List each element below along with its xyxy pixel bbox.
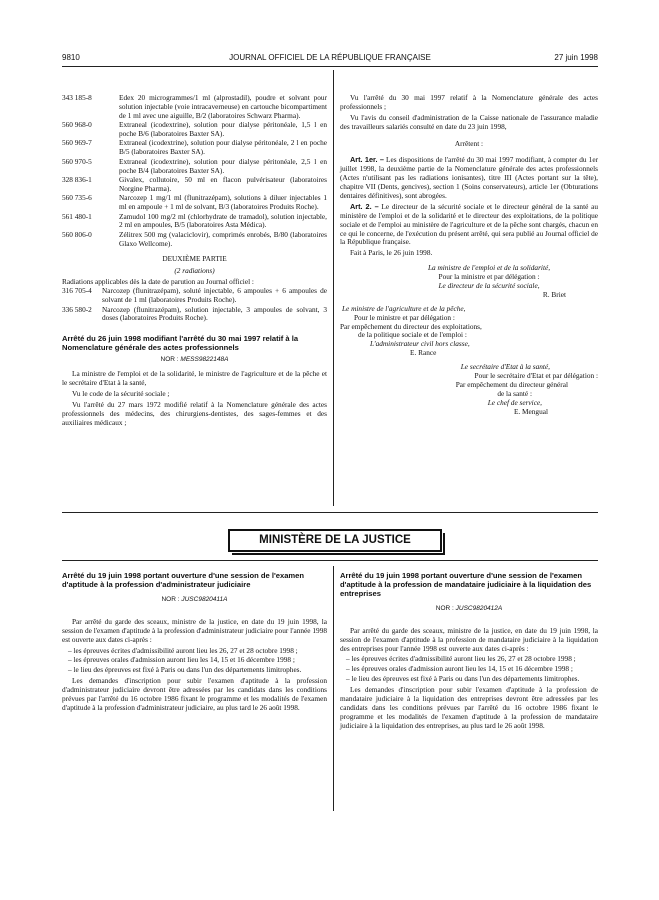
article-2-label: Art. 2. – (350, 201, 379, 211)
left-top-column (62, 94, 327, 430)
item-text: Givalex, collutoire, 50 ml en flacon pulvérisateur (laboratoires Norgine Pharma). (119, 175, 327, 193)
article-1 (340, 156, 598, 200)
paragraph: Par arrêté du garde des sceaux, ministre de la justice, en date du 19 juin 1998, la session de l'examen d'aptitude à la profession d'administrateur judiciaire pour l'année 1998 est ouverte aux dates ci-après : (62, 616, 327, 644)
signature-block-1 (340, 264, 598, 300)
radiations-list (62, 287, 327, 323)
item-code: 316 705-4 (62, 286, 92, 296)
list-item: – les épreuves écrites d'admissibilité auront lieu les 26, 27 et 28 octobre 1998 ; (340, 655, 598, 664)
ministry-banner: MINISTÈRE DE LA JUSTICE (228, 529, 442, 552)
journal-title: JOURNAL OFFICIEL DE LA RÉPUBLIQUE FRANÇAISE (229, 53, 431, 62)
sig-name: R. Briet (542, 289, 566, 299)
section-rule-bottom (62, 560, 598, 561)
nor-label: NOR : (435, 604, 454, 612)
part-subtitle: (2 radiations) (174, 265, 215, 275)
list-item: – les épreuves écrites d'admissibilité auront lieu les 26, 27 et 28 octobre 1998 ; (62, 647, 327, 656)
sig-name: E. Mengual (513, 406, 548, 416)
paragraph: Vu l'arrêté du 27 mars 1972 modifié relatif à la Nomenclature générale des actes professionnels des médecins, des chirurgiens-dentistes, des sages-femmes et des auxiliaires médicaux ; (62, 399, 327, 427)
medication-list (62, 94, 327, 249)
arrete-title: Arrêté du 19 juin 1998 portant ouverture d'une session de l'examen d'aptitude à la profession d'administrateur judiciaire (62, 571, 305, 589)
signature-block-3 (340, 363, 598, 416)
section-rule-top (62, 512, 598, 513)
arrete-title: Arrêté du 19 juin 1998 portant ouverture d'une session de l'examen d'aptitude à la profession de mandataire judiciaire à la liquidation des entreprises (340, 571, 592, 598)
list-item (62, 231, 327, 249)
nor-reference (340, 605, 598, 613)
nor-reference (62, 356, 327, 364)
nor-value: JUSC9820412A (455, 604, 503, 612)
list-item: – le lieu des épreuves est fixé à Paris ou dans l'un des départements limitrophes. (62, 666, 327, 675)
article-1-text: Les dispositions de l'arrêté du 30 mai 1997 modifiant, à compter du 1er juillet 1998, la deuxième partie de la Nomenclature générale des actes professionnels (Actes n'utilisant pas les radiations ionisantes), titre III (Actes portant sur la tête), chapitre VII (Dents, gencives), section 1 (Soins conservateurs), article 1er (Obturations dentaires définitives), sont abrogées. (340, 155, 598, 201)
item-text: Narcozep (flunitrazépam), soluté injectable, 6 ampoules + 6 ampoules de solvant de 1 ml (laboratoires Produits Roche). (102, 286, 327, 305)
paragraph: Vu l'avis du conseil d'administration de la Caisse nationale de l'assurance maladie des travailleurs salariés consulté en date du 23 juin 1998, (340, 112, 598, 131)
column-divider-top (333, 70, 334, 506)
page-number: 9810 (62, 53, 80, 62)
list-item (62, 194, 327, 212)
page-header (62, 53, 598, 64)
list-item (62, 158, 327, 176)
nor-label: NOR : (160, 356, 179, 364)
item-text: Edex 20 microgrammes/1 ml (alprostadil), poudre et solvant pour solution injectable (voie intracaverneuse) en cartouche bicompartiment de 1 ml avec une aiguille, B/2 (laboratoires Schwarz Pharma). (119, 93, 327, 120)
fait-line: Fait à Paris, le 26 juin 1998. (350, 248, 433, 258)
sig-line: L'administrateur civil hors classe, (370, 339, 470, 349)
list-item (62, 121, 327, 139)
sig-line: Le chef de service, (487, 397, 542, 407)
nor-value: MESS9822148A (180, 356, 229, 364)
nor-label: NOR : (161, 595, 180, 603)
signature-block-2 (340, 305, 598, 358)
header-rule (62, 66, 598, 67)
dates-list (340, 655, 598, 684)
left-bottom-column (62, 572, 327, 715)
paragraph: Vu l'arrêté du 30 mai 1997 relatif à la Nomenclature générale des actes professionnels ; (340, 93, 598, 111)
paragraph: Vu le code de la sécurité sociale ; (72, 388, 170, 398)
list-item (62, 287, 327, 305)
sig-line: Le ministre de l'agriculture et de la pêche, (342, 303, 466, 313)
radiations-intro: Radiations applicables dès la date de parution au Journal officiel : (62, 277, 254, 287)
nor-reference (62, 596, 327, 604)
right-top-column (340, 94, 598, 417)
column-divider-bottom (333, 566, 334, 811)
nor-value: JUSC9820411A (181, 595, 228, 603)
item-code: 560 969-7 (62, 138, 92, 148)
list-item (62, 213, 327, 231)
item-text: Extraneal (icodextrine), solution pour dialyse péritonéale, 2 l en poche B/5 (laboratoires Baxter SA). (119, 138, 327, 157)
item-text: Extraneal (icodextrine), solution pour dialyse péritonéale, 1,5 l en poche B/6 (laboratoires Baxter SA). (119, 120, 327, 139)
item-code: 343 185-8 (62, 93, 92, 102)
paragraph: Par arrêté du garde des sceaux, ministre de la justice, en date du 19 juin 1998, la session de l'examen d'aptitude à la profession de mandataire judiciaire à la liquidation des entreprises pour l'année 1998 est ouverte aux dates ci-après : (340, 625, 598, 653)
item-text: Narcozep (flunitrazépam), solution injectable, 3 ampoules de solvant, 3 doses (laboratoires Produits Roche). (102, 304, 327, 323)
item-text: Zélitrex 500 mg (valaciclovir), comprimés enrobés, B/80 (laboratoires Glaxo Wellcome). (119, 229, 327, 248)
part-title: DEUXIÈME PARTIE (162, 253, 227, 263)
item-text: Zamudol 100 mg/2 ml (chlorhydrate de tramadol), solution injectable, 2 ml en ampoules, B/5 (laboratoires Asta Médica). (119, 211, 327, 230)
sig-line: Par empêchement du directeur général (455, 379, 568, 389)
sig-line: Le directeur de la sécurité sociale, (438, 281, 540, 291)
item-code: 560 735-6 (62, 193, 92, 203)
list-item: – les épreuves orales d'admission auront lieu les 14, 15 et 16 décembre 1998 ; (340, 665, 598, 674)
sig-line: Par empêchement du directeur des exploitations, (340, 321, 482, 331)
list-item: – les épreuves orales d'admission auront lieu les 14, 15 et 16 décembre 1998 ; (62, 656, 327, 665)
sig-line: La ministre de l'emploi et de la solidarité, (427, 263, 551, 273)
arretent-heading: Arrêtent : (454, 138, 484, 148)
sig-line: Pour la ministre et par délégation : (438, 272, 540, 282)
sig-line: Pour le secrétaire d'Etat et par délégation : (474, 371, 598, 381)
article-2 (340, 203, 598, 247)
item-code: 328 836-1 (62, 175, 92, 185)
sig-line: de la politique sociale et de l'emploi : (358, 330, 467, 340)
sig-line: Pour le ministre et par délégation : (354, 312, 455, 322)
issue-date: 27 juin 1998 (554, 53, 598, 62)
article-2-text: Le directeur de la sécurité sociale et le directeur général de la santé au ministère de l'emploi et de la solidarité et le directeur des exploitations, de la politique sociale et de l'emploi au ministère de l'agriculture et de la pêche sont chargés, chacun en ce qui le concerne, de l'exécution du présent arrêté, qui sera publié au Journal officiel de la République française. (340, 201, 598, 247)
paragraph: Les demandes d'inscription pour subir l'examen d'aptitude à la profession de mandataire judiciaire à la liquidation des entreprises devront être adressées par les candidats dans les conditions prévues par l'arrêté du 16 octobre 1986 fixant le programme et les modalités de l'examen d'aptitude à la profession de mandataire judiciaire à la liquidation des entreprises, au plus tard le 26 août 1998. (340, 685, 598, 730)
arrete-title: Arrêté du 26 juin 1998 modifiant l'arrêté du 30 mai 1997 relatif à la Nomenclature générale des actes professionnels (62, 334, 299, 353)
item-code: 336 580-2 (62, 304, 92, 314)
item-code: 561 480-1 (62, 211, 92, 221)
article-1-label: Art. 1er. – (350, 155, 384, 165)
list-item (62, 306, 327, 324)
item-code: 560 970-5 (62, 156, 92, 166)
list-item: – le lieu des épreuves est fixé à Paris ou dans l'un des départements limitrophes. (340, 675, 598, 684)
item-code: 560 968-0 (62, 120, 92, 130)
dates-list (62, 647, 327, 676)
sig-line: Le secrétaire d'Etat à la santé, (460, 362, 550, 372)
item-text: Extraneal (icodextrine), solution pour dialyse péritonéale, 2,5 l en poche B/4 (laboratoires Baxter SA). (119, 156, 327, 175)
item-text: Narcozep 1 mg/1 ml (flunitrazépam), solutions à diluer injectables 1 ml en ampoule + 1 ml de solvant, B/3 (laboratoires Produits Roche). (119, 193, 327, 212)
sig-line: de la santé : (497, 388, 532, 398)
sig-name: E. Rance (410, 348, 437, 358)
list-item (62, 94, 327, 121)
list-item (62, 139, 327, 157)
item-code: 560 806-0 (62, 229, 92, 239)
paragraph: La ministre de l'emploi et de la solidarité, le ministre de l'agriculture et de la pêche et le secrétaire d'Etat à la santé, (62, 369, 327, 388)
right-bottom-column (340, 572, 598, 733)
paragraph: Les demandes d'inscription pour subir l'examen d'aptitude à la profession d'administrateur judiciaire devront être adressées par les candidats dans les conditions prévues par l'arrêté du 16 octobre 1986 fixant le programme et les modalités de l'examen d'aptitude à la profession d'administrateur judiciaire, au plus tard le 26 août 1998. (62, 676, 327, 712)
list-item (62, 176, 327, 194)
